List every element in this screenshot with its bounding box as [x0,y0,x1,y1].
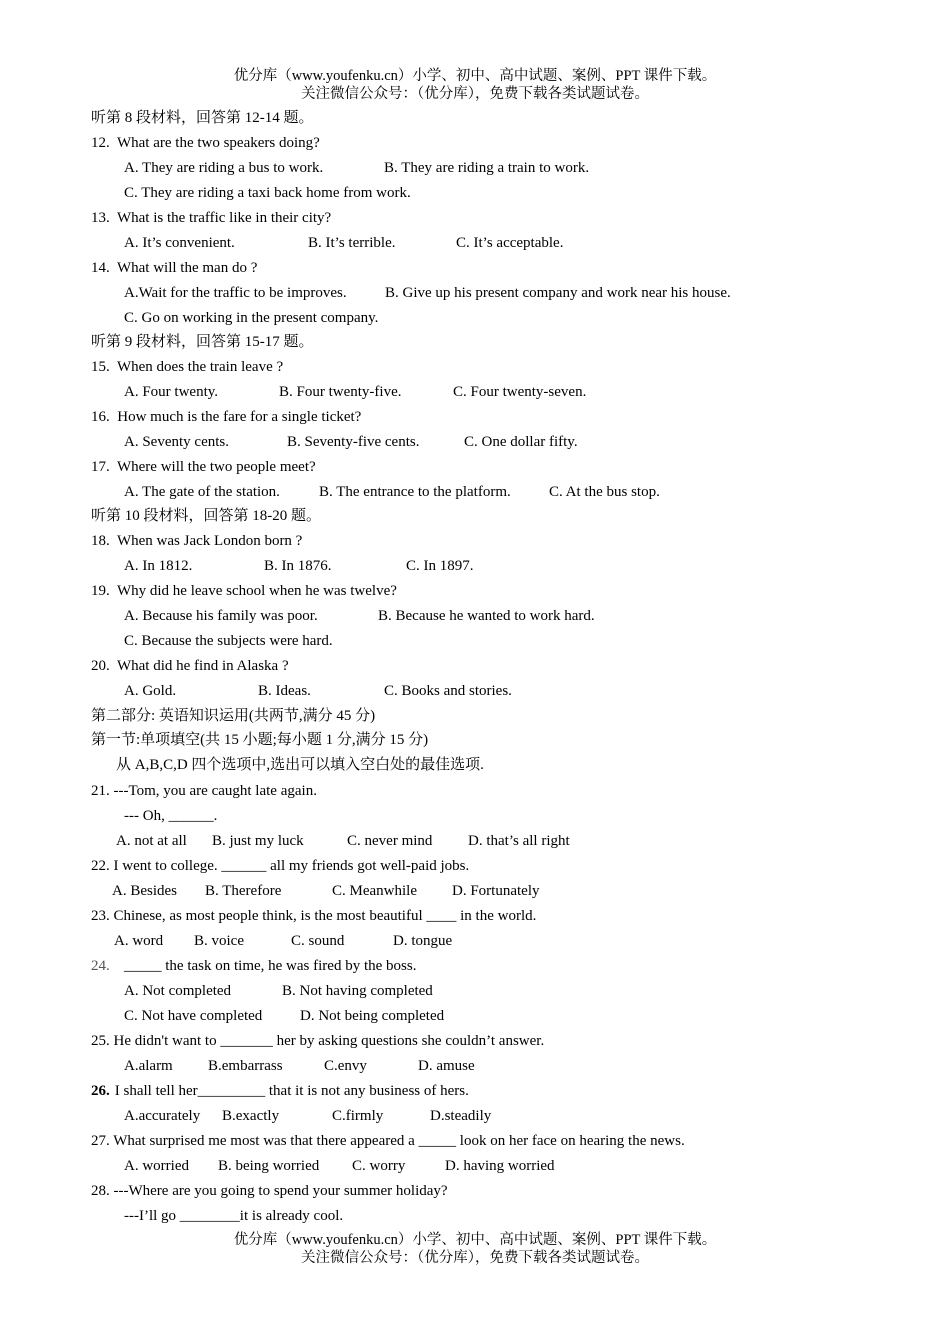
option-c: C. Not have completed [124,1008,263,1024]
question-stem: 15. When does the train leave ? [91,359,284,375]
option-b: B. Four twenty-five. [279,384,402,400]
option-b: B. Because he wanted to work hard. [378,608,595,624]
question-stem: 20. What did he find in Alaska ? [91,658,289,674]
option-a: A. Not completed [124,983,232,999]
option-b: B. Ideas. [258,683,311,699]
option-a: A. worried [124,1158,189,1174]
option-c: C. One dollar fifty. [464,434,578,450]
option-a: A. Because his family was poor. [124,608,318,624]
option-d: D. tongue [393,933,453,949]
option-b: B. The entrance to the platform. [319,484,511,500]
question-stem: 25. He didn't want to _______ her by asking questions she couldn’t answer. [91,1033,545,1049]
option-a: A.alarm [124,1058,173,1074]
option-b: B. Seventy-five cents. [287,434,420,450]
option-c: C. sound [291,933,345,949]
option-a: A. The gate of the station. [124,484,280,500]
option-b: B. It’s terrible. [308,235,396,251]
option-d: D.steadily [430,1108,492,1124]
header-line-1: 优分库（www.youfenku.cn）小学、初中、高中试题、案例、PPT 课件下载。 [233,68,717,84]
option-c: C. Because the subjects were hard. [124,633,333,649]
question-number: 26. [91,1083,110,1099]
option-b: B. voice [194,933,244,949]
section-heading: 听第 9 段材料，回答第 15-17 题。 [91,334,314,350]
option-a: A. It’s convenient. [124,235,235,251]
page-footer [0,1231,950,1267]
option-c: C. never mind [347,833,433,849]
option-a: A.accurately [124,1108,201,1124]
footer-line-1: 优分库（www.youfenku.cn）小学、初中、高中试题、案例、PPT 课件下载。 [233,1232,717,1248]
option-b: B. They are riding a train to work. [384,160,590,176]
option-c: C. They are riding a taxi back home from work. [124,185,411,201]
question-stem: 19. Why did he leave school when he was twelve? [91,583,397,599]
option-b: B. Not having completed [282,983,433,999]
instructions: 从 A,B,C,D 四个选项中,选出可以填入空白处的最佳选项. [116,757,484,773]
question-stem: I shall tell her_________ that it is not any business of hers. [111,1083,469,1099]
option-c: C. It’s acceptable. [456,235,564,251]
option-b: B. just my luck [212,833,304,849]
question-number: 24. [91,958,110,974]
question-stem: _____ the task on time, he was fired by the boss. [124,958,417,974]
option-b: B. Give up his present company and work near his house. [385,285,731,301]
option-c: C.envy [324,1058,367,1074]
question-stem: 16. How much is the fare for a single ticket? [91,409,362,425]
question-stem-continued: ---I’ll go ________it is already cool. [124,1208,344,1224]
option-a: A. Seventy cents. [124,434,229,450]
option-a: A. Gold. [124,683,177,699]
option-c: C. Go on working in the present company. [124,310,379,326]
section-heading: 听第 10 段材料，回答第 18-20 题。 [91,508,321,524]
header-line-2: 关注微信公众号：（优分库），免费下载各类试题试卷。 [301,86,649,102]
option-b: B.exactly [222,1108,280,1124]
option-a: A. Four twenty. [124,384,219,400]
question-stem: 22. I went to college. ______ all my friends got well-paid jobs. [91,858,470,874]
option-b: B. In 1876. [264,558,332,574]
option-a: A. word [114,933,164,949]
question-stem: 13. What is the traffic like in their city? [91,210,332,226]
footer-line-2: 关注微信公众号：（优分库），免费下载各类试题试卷。 [301,1250,649,1266]
question-stem: 14. What will the man do ? [91,260,258,276]
part-heading: 第二部分: 英语知识运用(共两节,满分 45 分) [91,708,376,724]
option-a: A.Wait for the traffic to be improves. [124,285,347,301]
option-d: D. Fortunately [452,883,540,899]
option-c: C. Meanwhile [332,883,417,899]
option-b: B.embarrass [208,1058,283,1074]
question-stem-continued: --- Oh, ______. [124,808,218,824]
option-a: A. In 1812. [124,558,193,574]
option-c: C. At the bus stop. [549,484,660,500]
option-c: C. Four twenty-seven. [453,384,587,400]
option-d: D. that’s all right [468,833,570,849]
option-c: C. worry [352,1158,406,1174]
option-d: D. Not being completed [300,1008,445,1024]
option-a: A. not at all [116,833,187,849]
question-stem: 12. What are the two speakers doing? [91,135,320,151]
option-d: D. amuse [418,1058,475,1074]
question-stem: 28. ---Where are you going to spend your summer holiday? [91,1183,448,1199]
question-stem: 21. ---Tom, you are caught late again. [91,783,317,799]
question-stem: 23. Chinese, as most people think, is the most beautiful ____ in the world. [91,908,537,924]
section-heading: 第一节:单项填空(共 15 小题;每小题 1 分,满分 15 分) [91,732,429,748]
section-heading: 听第 8 段材料，回答第 12-14 题。 [91,110,314,126]
question-stem: 27. What surprised me most was that there appeared a _____ look on her face on hearing the news. [91,1133,685,1149]
option-c: C.firmly [332,1108,384,1124]
question-stem: 18. When was Jack London born ? [91,533,303,549]
option-b: B. being worried [218,1158,320,1174]
option-d: D. having worried [445,1158,555,1174]
option-a: A. They are riding a bus to work. [124,160,324,176]
option-a: A. Besides [112,883,177,899]
page-header [0,67,950,103]
option-c: C. Books and stories. [384,683,512,699]
option-c: C. In 1897. [406,558,474,574]
option-b: B. Therefore [205,883,282,899]
question-stem: 17. Where will the two people meet? [91,459,316,475]
